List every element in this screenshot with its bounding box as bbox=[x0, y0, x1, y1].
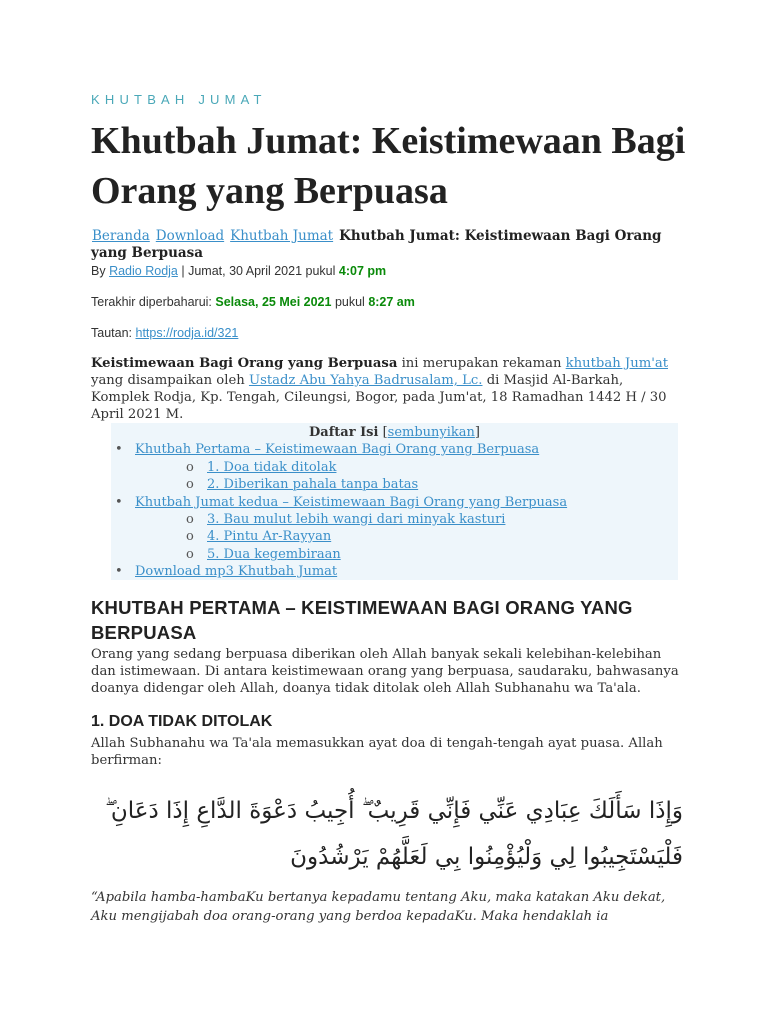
ustadz-link[interactable]: Ustadz Abu Yahya Badrusalam, Lc. bbox=[248, 373, 483, 388]
toc-link-pintu-ar-rayyan[interactable]: 4. Pintu Ar-Rayyan bbox=[207, 529, 332, 545]
byline-date: | Jumat, 30 April 2021 pukul bbox=[181, 264, 336, 278]
toc-item bbox=[111, 546, 678, 563]
section1-paragraph: Orang yang sedang berpuasa diberikan oleh Allah banyak sekali kelebihan-kelebihan dan istimewaan. Di antara keistimewaan orang yang berpuasa, saudaraku, bahwasanya doanya didengar oleh Allah, doanya tidak ditolak oleh Allah Subhanahu wa Ta'ala. bbox=[91, 647, 679, 696]
toc-toggle-link[interactable]: sembunyikan bbox=[387, 425, 475, 440]
toc-link-download-mp3[interactable]: Download mp3 Khutbah Jumat bbox=[135, 564, 338, 580]
toc-item bbox=[111, 528, 678, 545]
toc-link-bau-mulut[interactable]: 3. Bau mulut lebih wangi dari minyak kasturi bbox=[207, 512, 506, 528]
breadcrumb-khutbah-jumat[interactable]: Khutbah Jumat bbox=[230, 228, 334, 244]
khutbah-link[interactable]: khutbah Jum'at bbox=[565, 356, 668, 371]
toc-link-khutbah-kedua[interactable]: Khutbah Jumat kedua – Keistimewaan Bagi Orang yang Berpuasa bbox=[135, 494, 568, 510]
byline bbox=[91, 264, 386, 278]
byline-by: By bbox=[91, 264, 106, 278]
toc-list bbox=[111, 441, 678, 580]
table-of-contents bbox=[111, 423, 678, 580]
toc-bracket-open: [ bbox=[382, 425, 388, 440]
category-label[interactable]: KHUTBAH JUMAT bbox=[91, 92, 267, 107]
updated-line bbox=[91, 295, 415, 309]
section-heading-khutbah-pertama: KHUTBAH PERTAMA – KEISTIMEWAAN BAGI ORANG YANG BERPUASA bbox=[91, 597, 633, 643]
updated-time: 8:27 am bbox=[368, 295, 415, 309]
verse-translation: “Apabila hamba-hambaKu bertanya kepadamu tentang Aku, maka katakan Aku dekat, Aku mengijabah doa orang-orang yang berdoa kepadaKu. Maka hendaklah ia bbox=[91, 890, 666, 924]
permalink-url[interactable]: https://rodja.id/321 bbox=[135, 326, 239, 340]
toc-title: Daftar Isi bbox=[309, 425, 379, 440]
toc-header bbox=[111, 423, 678, 441]
updated-label: Terakhir diperbaharui: bbox=[91, 295, 212, 309]
breadcrumb-beranda[interactable]: Beranda bbox=[92, 228, 150, 244]
toc-item bbox=[111, 563, 678, 580]
intro-text-2: yang disampaikan oleh bbox=[91, 373, 249, 388]
intro-bold: Keistimewaan Bagi Orang yang Berpuasa bbox=[91, 356, 398, 371]
intro-paragraph bbox=[91, 355, 681, 423]
updated-at: pukul bbox=[334, 295, 365, 309]
toc-link-doa-tidak-ditolak[interactable]: 1. Doa tidak ditolak bbox=[207, 459, 337, 475]
updated-date: Selasa, 25 Mei 2021 bbox=[215, 295, 332, 309]
toc-item bbox=[111, 476, 678, 493]
toc-link-pahala-tanpa-batas[interactable]: 2. Diberikan pahala tanpa batas bbox=[207, 477, 419, 493]
arabic-verse-line-1: وَإِذَا سَأَلَكَ عِبَادِي عَنِّي فَإِنِّي قَرِيبٌ ۖ أُجِيبُ دَعْوَةَ الدَّاعِ إِذَا دَعَانِ ۖ bbox=[105, 798, 683, 824]
arabic-verse-line-2: فَلْيَسْتَجِيبُوا لِي وَلْيُؤْمِنُوا بِي لَعَلَّهُمْ يَرْشُدُونَ bbox=[290, 844, 683, 870]
permalink-line bbox=[91, 326, 238, 340]
toc-item bbox=[111, 511, 678, 528]
toc-item bbox=[111, 441, 678, 458]
permalink-label: Tautan: bbox=[91, 326, 133, 340]
sub1-paragraph: Allah Subhanahu wa Ta'ala memasukkan ayat doa di tengah-tengah ayat puasa. Allah berfirman: bbox=[91, 736, 663, 768]
toc-bracket-close: ] bbox=[474, 425, 480, 440]
intro-text-3: di Masjid Al-Barkah, Komplek Rodja, Kp. Tengah, Cileungsi, Bogor, pada Jum'at, 18 Ramadhan 1442 H / 30 April 2021 M. bbox=[91, 373, 667, 422]
toc-link-khutbah-pertama[interactable]: Khutbah Pertama – Keistimewaan Bagi Orang yang Berpuasa bbox=[135, 442, 540, 458]
byline-time: 4:07 pm bbox=[338, 264, 387, 278]
intro-text-1: ini merupakan rekaman bbox=[397, 356, 566, 371]
toc-link-dua-kegembiraan[interactable]: 5. Dua kegembiraan bbox=[207, 546, 341, 562]
breadcrumb bbox=[91, 228, 691, 262]
subheading-doa-tidak-ditolak: 1. DOA TIDAK DITOLAK bbox=[91, 713, 273, 730]
toc-item bbox=[111, 459, 678, 476]
breadcrumb-current: Khutbah Jumat: Keistimewaan Bagi Orang yang Berpuasa bbox=[91, 228, 662, 261]
toc-item bbox=[111, 494, 678, 511]
breadcrumb-download[interactable]: Download bbox=[155, 228, 225, 244]
author-link[interactable]: Radio Rodja bbox=[109, 264, 178, 278]
page-title: Khutbah Jumat: Keistimewaan Bagi Orang yang Berpuasa bbox=[91, 120, 686, 212]
